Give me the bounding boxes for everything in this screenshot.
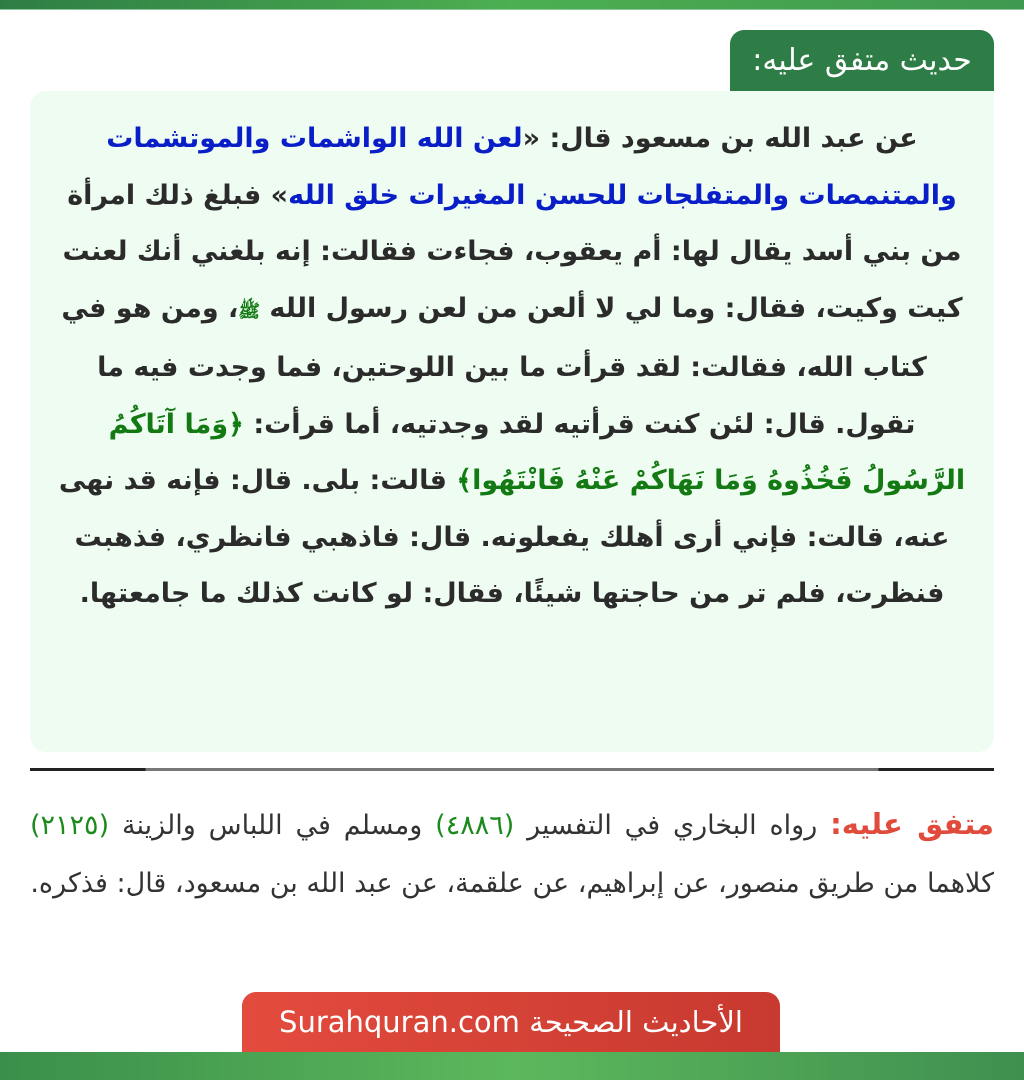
top-decorative-bar: [0, 0, 1024, 10]
source-text-1: رواه البخاري في التفسير: [514, 810, 831, 841]
hadith-narrative-middle: ، ومن هو في كتاب الله، فقالت: لقد قرأت ما بين اللوحتين، فما وجدت فيه ما تقول. قال: لئن كنت قرأتيه لقد وجدتيه، أما قرأت:: [61, 292, 927, 440]
source-reference: [30, 795, 994, 913]
hadith-body: [56, 111, 968, 623]
hadith-narrative: » فبلغ ذلك امرأة من بني أسد يقال لها: أم يعقوب، فجاءت فقالت: إنه بلغني أنك لعنت كيت وكيت، فقال: وما لي لا ألعن من لعن رسول الله: [62, 179, 963, 324]
quran-verse: ﴿وَمَا آتَاكُمُ الرَّسُولُ فَخُذُوهُ وَمَا نَهَاكُمْ عَنْهُ فَانْتَهُوا﴾: [108, 408, 966, 496]
source-label: متفق عليه:: [830, 807, 994, 841]
hadith-type-title: [730, 30, 994, 92]
hadith-intro: عن عبد الله بن مسعود قال: «: [522, 123, 918, 154]
bukhari-ref-number: (٤٨٨٦): [435, 810, 515, 841]
salutation-icon: ﷺ: [238, 300, 261, 322]
source-text-2: ومسلم في اللباس والزينة: [109, 810, 436, 841]
hadith-narrative-ending: قالت: بلى. قال: فإنه قد نهى عنه، قالت: فإني أرى أهلك يفعلونه. قال: فاذهبي فانظري، فذهبت فنظرت، فلم تر من حاجتها شيئًا، فقال: لو كانت كذلك ما جامعتها.: [58, 465, 950, 609]
prophet-quote: لعن الله الواشمات والموتشمات والمتنمصات والمتفلجات للحسن المغيرات خلق الله: [106, 123, 957, 211]
site-badge-label: الأحاديث الصحيحة Surahquran.com: [279, 1005, 743, 1039]
title-text: حديث متفق عليه:: [752, 43, 972, 78]
source-text-3: كلاهما من طريق منصور، عن إبراهيم، عن علقمة، عن عبد الله بن مسعود، قال: فذكره.: [30, 868, 994, 899]
bottom-decorative-bar: [0, 1052, 1024, 1080]
section-divider: [30, 768, 994, 771]
site-badge[interactable]: [242, 992, 780, 1052]
hadith-text-box: [30, 91, 994, 752]
muslim-ref-number: (٢١٢٥): [30, 810, 110, 841]
